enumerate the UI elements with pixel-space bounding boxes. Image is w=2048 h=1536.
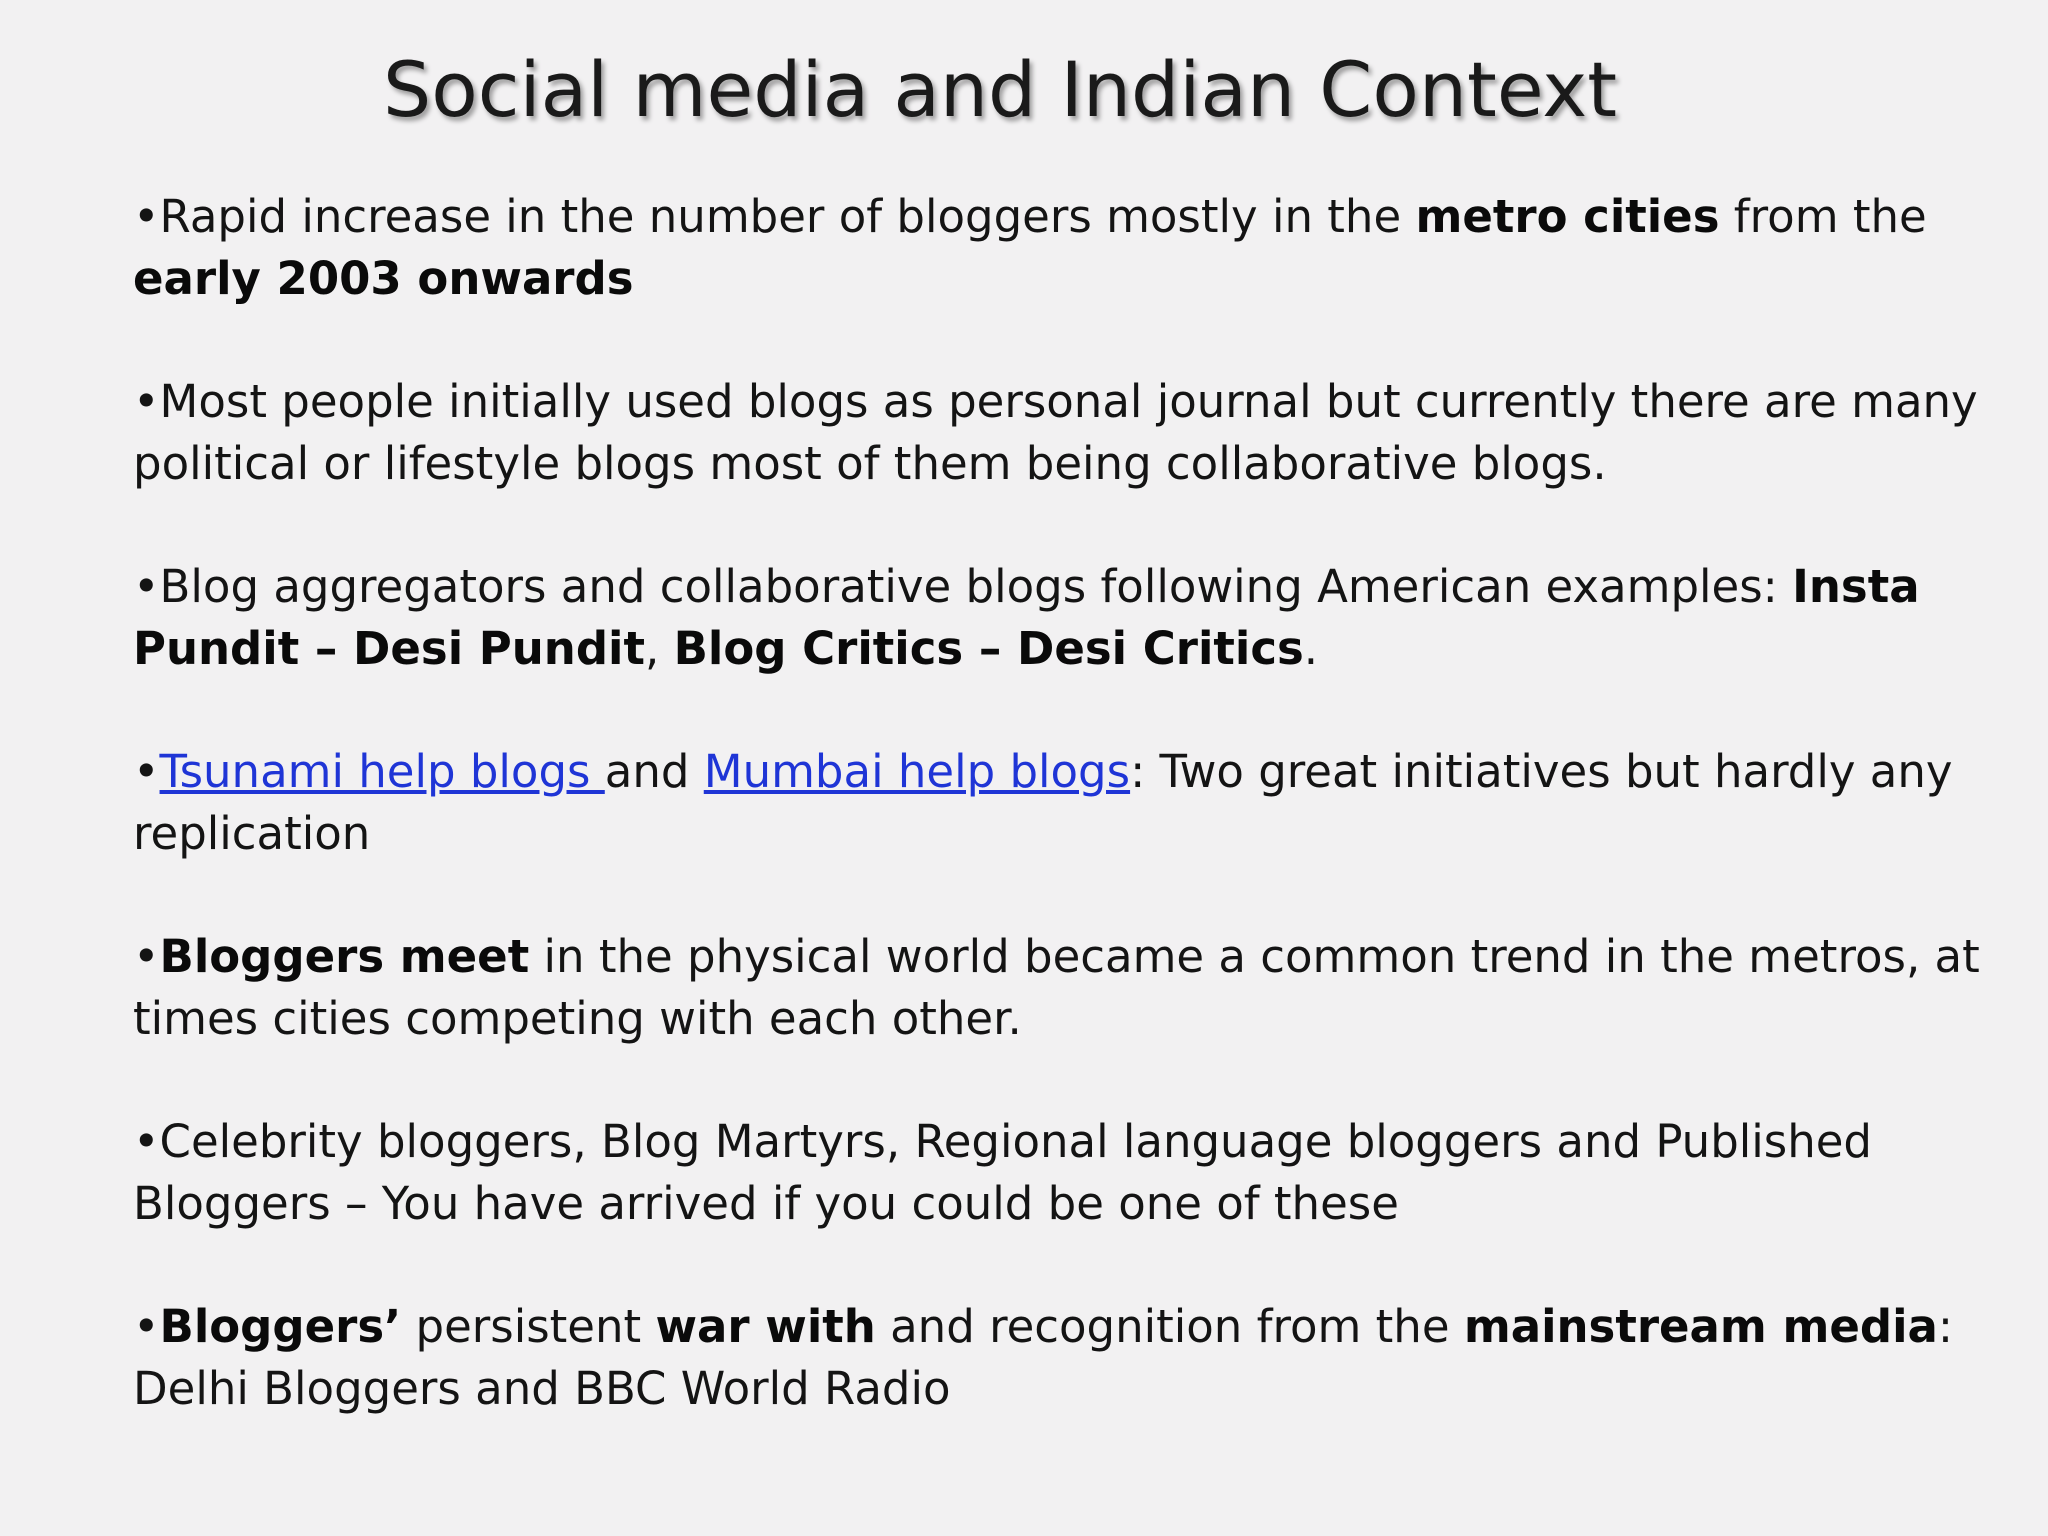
bullet-text: .	[1303, 622, 1319, 675]
bullet-metro-bloggers	[133, 186, 2013, 310]
bold-war-with: war with	[655, 1300, 876, 1353]
bullet-text: Blog aggregators and collaborative blogs following American examples:	[159, 560, 1793, 613]
bullet-marker: •	[133, 745, 160, 798]
bullet-marker: •	[133, 190, 160, 243]
bold-early-2003: early 2003 onwards	[133, 252, 634, 305]
bullet-personal-journal	[133, 371, 2013, 495]
bullet-text: : Two great initiatives but hardly any replication	[133, 745, 1953, 860]
bold-bloggers-meet: Bloggers meet	[159, 930, 530, 983]
bullet-text: and recognition from the	[875, 1300, 1464, 1353]
bullet-text: Rapid increase in the number of bloggers mostly in the	[159, 190, 1416, 243]
bullet-help-blogs	[133, 741, 2013, 865]
bullet-bloggers-meet	[133, 926, 2013, 1050]
bullet-text: : Delhi Bloggers and BBC World Radio	[133, 1300, 1954, 1415]
mumbai-help-blogs-link[interactable]: Mumbai help blogs	[703, 745, 1131, 798]
slide-title: Social media and Indian Context	[382, 45, 1618, 134]
bullet-text: Celebrity bloggers, Blog Martyrs, Regional language bloggers and Published Bloggers – You have arrived if you could be one of these	[133, 1115, 1872, 1230]
bold-bloggers: Bloggers’	[159, 1300, 402, 1353]
bullet-text: ,	[645, 622, 674, 675]
bullet-text: from the	[1719, 190, 1927, 243]
bullet-marker: •	[133, 560, 160, 613]
bullet-marker: •	[133, 1115, 160, 1168]
bullet-text: persistent	[401, 1300, 656, 1353]
bullet-text: and	[604, 745, 704, 798]
bullet-marker: •	[133, 1300, 160, 1353]
bold-desi-critics: Blog Critics – Desi Critics	[673, 622, 1304, 675]
bullet-text: Most people initially used blogs as personal journal but currently there are many political or lifestyle blogs most of them being collaborative blogs.	[133, 375, 1978, 490]
bullet-aggregators	[133, 556, 2013, 680]
bold-desi-pundit: Insta Pundit – Desi Pundit	[133, 560, 1920, 675]
bullet-text: in the physical world became a common trend in the metros, at times cities competing with each other.	[133, 930, 1980, 1045]
tsunami-help-blogs-link[interactable]: Tsunami help blogs	[159, 745, 605, 798]
bullet-list	[133, 186, 2013, 1481]
bullet-celebrity-bloggers	[133, 1111, 2013, 1235]
bullet-mainstream-media	[133, 1296, 2013, 1420]
bold-mainstream-media: mainstream media	[1463, 1300, 1938, 1353]
bold-metro-cities: metro cities	[1415, 190, 1720, 243]
bullet-marker: •	[133, 930, 160, 983]
bullet-marker: •	[133, 375, 160, 428]
